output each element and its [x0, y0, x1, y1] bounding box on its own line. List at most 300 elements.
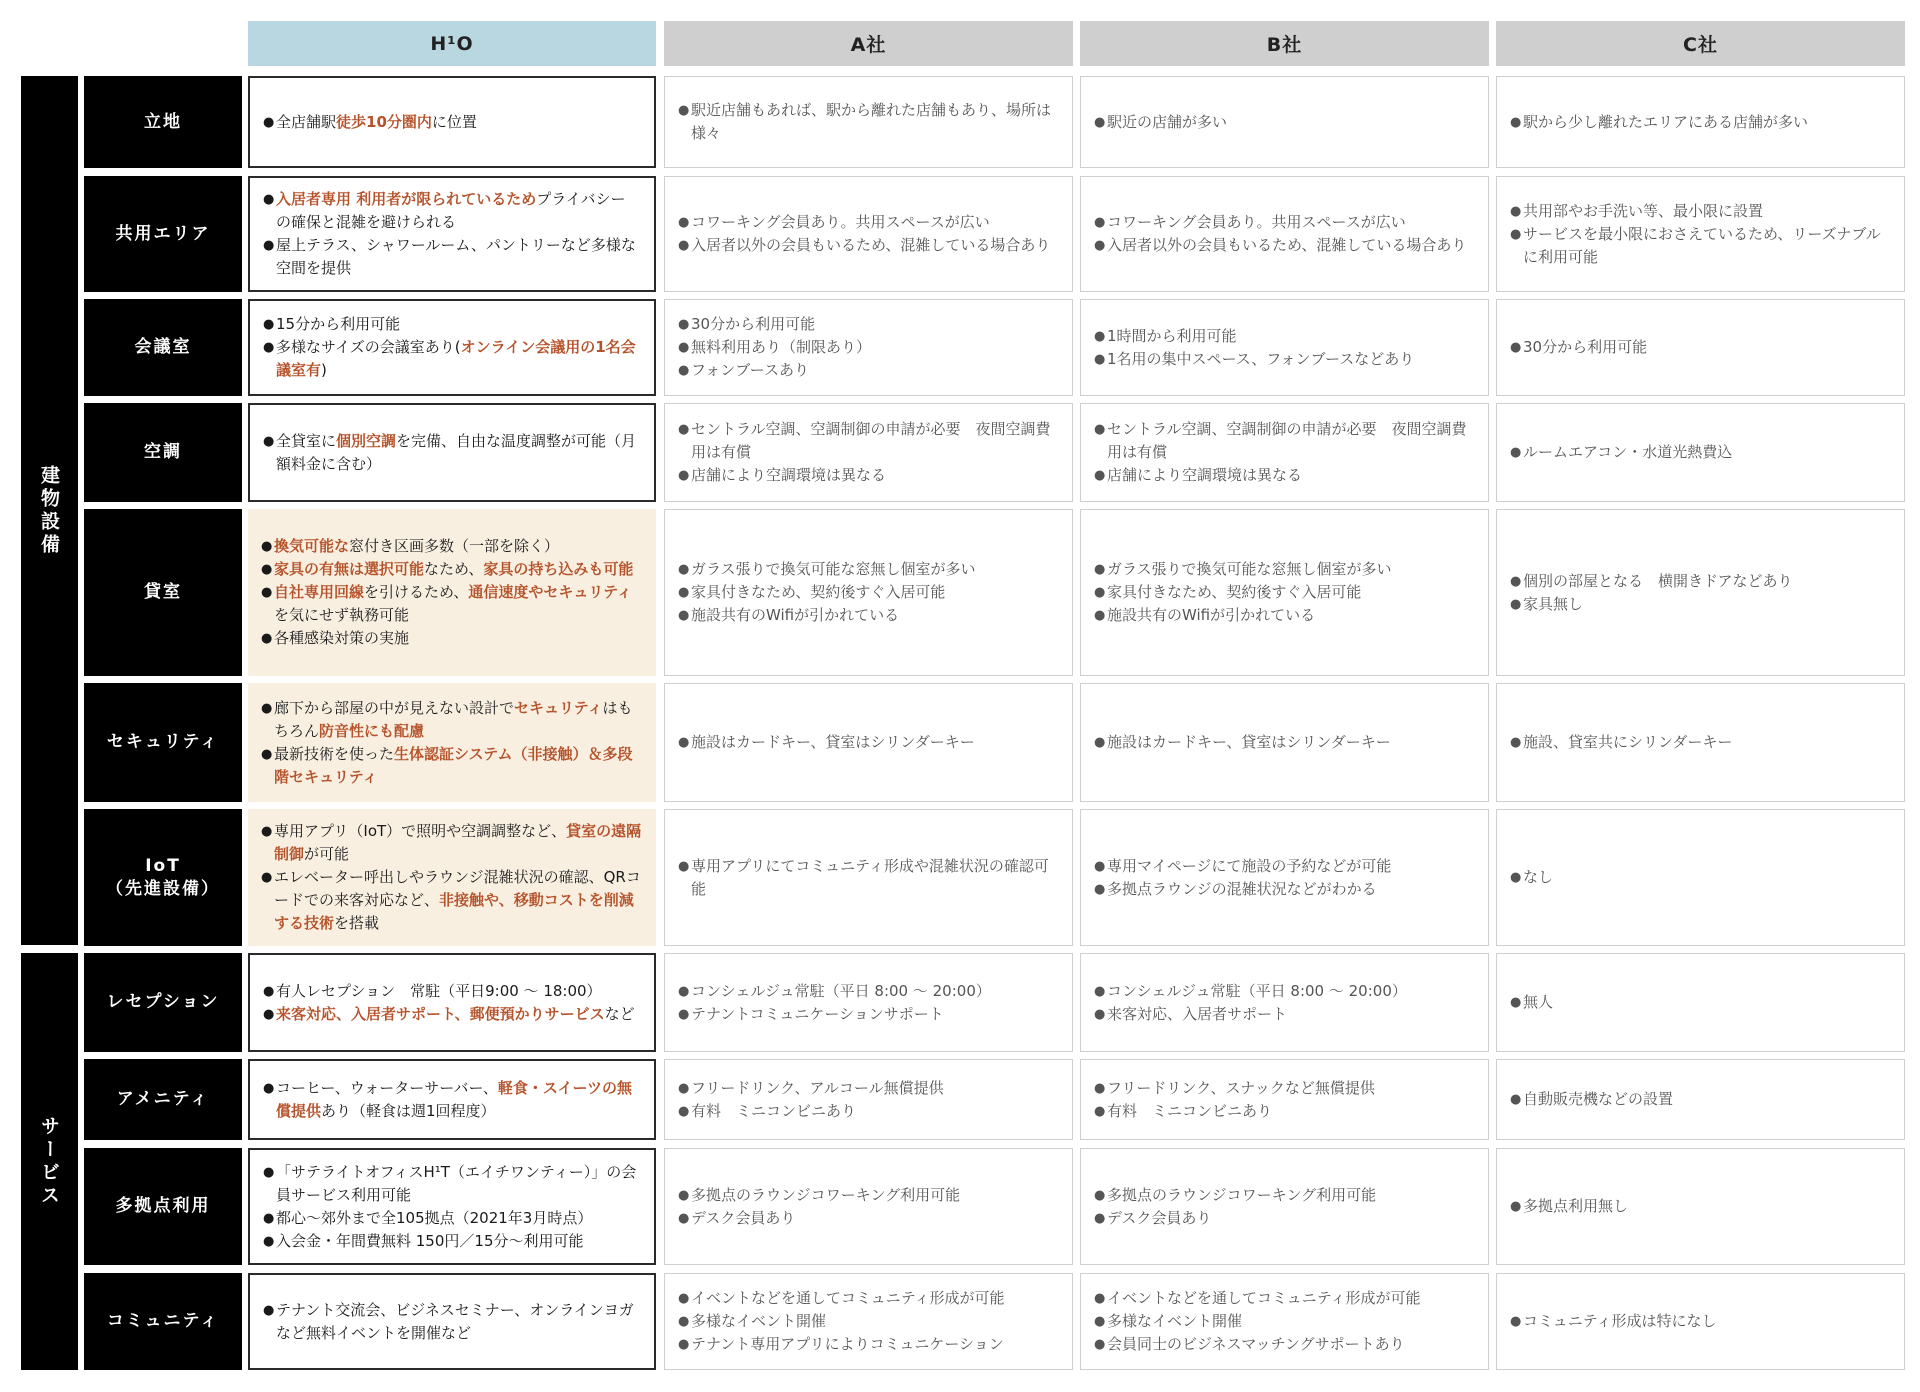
feature-item [678, 313, 1058, 336]
feature-text: 自動販売機などの設置 [1523, 1090, 1674, 1108]
feature-item [1510, 731, 1890, 754]
column-header-company-b: B社 [1080, 21, 1489, 66]
bullet-marker: ● [1094, 1314, 1106, 1329]
bullet-marker: ● [678, 215, 690, 230]
bullet-marker: ● [261, 824, 273, 839]
feature-text: 専用アプリにてコミュニティ形成や混雑状況の確認可能 [691, 856, 1049, 898]
feature-item [678, 418, 1058, 464]
feature-item [1094, 325, 1474, 348]
feature-text: 屋上テラス、シャワールーム、パントリーなど多様な空間を提供 [276, 236, 636, 277]
highlight-text: 入居者専用 利用者が限られているため [276, 190, 537, 208]
company-c-cell [1496, 1059, 1905, 1140]
feature-text: 専用マイページにて施設の予約などが可能 [1107, 856, 1392, 875]
bullet-marker: ● [263, 317, 275, 332]
feature-item [263, 1299, 640, 1345]
feature-item [261, 820, 642, 866]
bullet-marker: ● [1094, 1103, 1106, 1119]
feature-text: 全貸室に [276, 431, 337, 450]
highlight-text: 非接触や、移動コストを削減する技術 [274, 891, 634, 932]
bullet-marker: ● [678, 608, 690, 623]
bullet-marker: ● [263, 1302, 275, 1318]
h1o-cell [248, 509, 656, 676]
highlight-text: オンライン会議用の1名会議室有 [276, 338, 636, 379]
highlight-text: 徒歩10分圏内 [336, 112, 432, 131]
highlight-text: 換気可能な [274, 537, 350, 555]
feature-text: など [604, 1004, 635, 1023]
feature-text: イベントなどを通してコミュニティ形成が可能 [691, 1289, 1005, 1307]
feature-item [1510, 1088, 1890, 1111]
feature-text: に位置 [431, 112, 477, 131]
company-a-cell [664, 299, 1073, 396]
feature-text: コワーキング会員あり。共用スペースが広い [1107, 213, 1406, 231]
company-b-cell [1080, 809, 1489, 946]
feature-text: サービスを最小限におさえているため、リーズナブルに利用可能 [1523, 224, 1881, 266]
company-c-cell [1496, 403, 1905, 502]
feature-item [1094, 418, 1474, 464]
bullet-marker: ● [678, 1337, 690, 1352]
company-c-cell [1496, 809, 1905, 946]
feature-item [678, 336, 1058, 359]
feature-item [1094, 1207, 1474, 1230]
feature-text: 無料利用あり（制限あり） [691, 338, 872, 356]
row-label: IoT （先進設備） [84, 809, 242, 946]
highlight-text: 貸室の遠隔制御 [274, 822, 642, 863]
feature-item [261, 558, 642, 581]
feature-text: 15分から利用可能 [276, 315, 401, 333]
bullet-marker: ● [1094, 1210, 1106, 1226]
highlight-text: 通信速度やセキュリティ [468, 583, 632, 601]
feature-text: を完備、自由な温度調整が可能（月額料金に含む） [276, 431, 637, 473]
bullet-marker: ● [678, 983, 690, 999]
feature-text: ガラス張りで換気可能な窓無し個室が多い [1107, 560, 1392, 578]
bullet-marker: ● [263, 1210, 275, 1226]
feature-text: 有料 ミニコンビニあり [691, 1101, 857, 1120]
company-b-cell [1080, 176, 1489, 292]
bullet-marker: ● [1510, 1314, 1522, 1329]
feature-item [1094, 1287, 1474, 1310]
company-b-cell [1080, 76, 1489, 168]
bullet-marker: ● [261, 746, 273, 762]
feature-text: コンシェルジュ常駐（平日 8:00 ～ 20:00） [1107, 981, 1407, 1000]
feature-text: 多拠点利用無し [1523, 1197, 1629, 1215]
highlight-text: 自社専用回線 [274, 583, 365, 601]
highlight-text: 個別空調 [336, 431, 397, 450]
feature-item [678, 211, 1058, 234]
feature-text: 店舗により空調環境は異なる [1107, 466, 1303, 484]
bullet-marker: ● [678, 585, 690, 600]
feature-text: 家具付きなため、契約後すぐ入居可能 [1107, 583, 1362, 601]
feature-item [1094, 1003, 1474, 1026]
feature-text: 多様なサイズの会議室あり( [276, 338, 461, 356]
bullet-marker: ● [1094, 351, 1106, 367]
feature-text: 入居者以外の会員もいるため、混雑している場合あり [1107, 236, 1467, 254]
bullet-marker: ● [678, 340, 690, 355]
row-label: 共用エリア [84, 176, 242, 292]
feature-text: 家具無し [1523, 594, 1584, 613]
feature-text: テナント専用アプリによりコミュニケーション [691, 1335, 1004, 1353]
company-a-cell [664, 176, 1073, 292]
feature-text: 最新技術を使った [274, 744, 395, 763]
bullet-marker: ● [1510, 1092, 1522, 1107]
feature-text: フォンブースあり [691, 361, 810, 379]
row-label: セキュリティ [84, 683, 242, 802]
highlight-text: 家具の有無は選択可能 [274, 560, 425, 578]
company-c-cell [1496, 299, 1905, 396]
feature-text: セントラル空調、空調制御の申請が必要 夜間空調費用は有償 [1107, 420, 1467, 461]
row-label: 会議室 [84, 299, 242, 396]
feature-text: 共用部やお手洗い等、最小限に設置 [1523, 201, 1764, 220]
bullet-marker: ● [1094, 238, 1106, 253]
feature-text: ) [321, 361, 327, 379]
feature-text: 施設はカードキー、貸室はシリンダーキー [1107, 733, 1391, 751]
feature-item [263, 430, 640, 476]
feature-item [1094, 1077, 1474, 1100]
company-c-cell [1496, 1148, 1905, 1265]
group-label-facilities-text: 建物設備 [38, 464, 60, 557]
feature-item [261, 697, 642, 743]
bullet-marker: ● [261, 700, 273, 716]
feature-item [1510, 111, 1890, 134]
bullet-marker: ● [263, 238, 275, 253]
bullet-marker: ● [1510, 114, 1522, 130]
company-c-cell [1496, 953, 1905, 1052]
bullet-marker: ● [1510, 203, 1522, 219]
feature-item [1510, 1310, 1890, 1333]
highlight-text: 来客対応、入居者サポート、郵便預かりサービス [276, 1004, 605, 1023]
feature-item [263, 1230, 640, 1253]
feature-text: 有人レセプション 常駐（平日9:00 ～ 18:00） [276, 981, 602, 1000]
feature-text: 30分から利用可能 [691, 315, 816, 333]
feature-text: 有料 ミニコンビニあり [1107, 1101, 1273, 1120]
feature-item [1510, 441, 1890, 464]
feature-item [678, 464, 1058, 487]
bullet-marker: ● [678, 238, 690, 253]
feature-text: 個別の部屋となる 横開きドアなどあり [1523, 571, 1793, 590]
feature-text: コミュニティ形成は特になし [1523, 1312, 1717, 1330]
feature-text: エレベーター呼出しやラウンジ混雑状況の確認、QRコードでの来客対応など、 [274, 868, 641, 909]
bullet-marker: ● [1094, 1291, 1106, 1306]
bullet-marker: ● [1510, 870, 1522, 885]
feature-item [1094, 1100, 1474, 1123]
feature-text: コーヒー、ウォーターサーバー、 [276, 1078, 498, 1097]
feature-item [261, 743, 642, 789]
feature-text: はもちろん [274, 698, 633, 740]
company-a-cell [664, 683, 1073, 802]
bullet-marker: ● [1094, 422, 1106, 437]
feature-text: 多様なイベント開催 [691, 1312, 827, 1330]
feature-text: が可能 [304, 845, 350, 863]
feature-text: を搭載 [334, 914, 380, 932]
feature-text: 1名用の集中スペース、フォンブースなどあり [1107, 349, 1415, 368]
feature-text: フリードリンク、スナックなど無償提供 [1107, 1078, 1375, 1097]
h1o-cell [248, 1273, 656, 1370]
feature-text: ガラス張りで換気可能な窓無し個室が多い [691, 560, 976, 578]
feature-item [678, 1333, 1058, 1356]
bullet-marker: ● [678, 858, 690, 874]
feature-text: あり（軽食は週1回程度） [321, 1101, 496, 1120]
company-a-cell [664, 1273, 1073, 1370]
bullet-marker: ● [678, 1314, 690, 1329]
feature-item [678, 1184, 1058, 1207]
feature-item [1094, 731, 1474, 754]
feature-item [678, 604, 1058, 627]
group-label-services [21, 953, 78, 1370]
row-label: 多拠点利用 [84, 1148, 242, 1265]
feature-text: 施設共有のWifiが引かれている [691, 606, 900, 624]
bullet-marker: ● [1094, 1006, 1106, 1022]
feature-item [263, 313, 640, 336]
h1o-cell [248, 299, 656, 396]
bullet-marker: ● [678, 735, 690, 750]
bullet-marker: ● [1094, 983, 1106, 999]
feature-text: デスク会員あり [691, 1208, 796, 1227]
feature-item [1510, 593, 1890, 616]
feature-item [1094, 348, 1474, 371]
feature-text: 各種感染対策の実施 [274, 629, 410, 647]
feature-item [678, 1310, 1058, 1333]
feature-item [1094, 1310, 1474, 1333]
feature-text: 駅近店舗もあれば、駅から離れた店舗もあり、場所は様々 [691, 101, 1052, 142]
feature-item [1094, 1184, 1474, 1207]
company-b-cell [1080, 683, 1489, 802]
feature-text: なし [1523, 868, 1554, 886]
highlight-text: 生体認証システム（非接触）＆多段階セキュリティ [274, 744, 633, 786]
company-a-cell [664, 1059, 1073, 1140]
feature-item [678, 731, 1058, 754]
feature-item [1510, 1195, 1890, 1218]
company-b-cell [1080, 509, 1489, 676]
bullet-marker: ● [678, 468, 690, 483]
feature-text: 店舗により空調環境は異なる [691, 466, 887, 484]
feature-item [1510, 991, 1890, 1014]
feature-item [263, 1161, 640, 1207]
bullet-marker: ● [1510, 735, 1522, 750]
bullet-marker: ● [1094, 1337, 1106, 1352]
bullet-marker: ● [263, 114, 275, 130]
feature-item [1094, 581, 1474, 604]
company-a-cell [664, 809, 1073, 946]
feature-item [678, 855, 1058, 901]
bullet-marker: ● [678, 103, 690, 118]
feature-text: 多拠点ラウンジの混雑状況などがわかる [1107, 879, 1377, 898]
feature-item [678, 558, 1058, 581]
column-header-company-a: A社 [664, 21, 1073, 66]
feature-item [1510, 570, 1890, 593]
bullet-marker: ● [1094, 858, 1106, 874]
feature-text: 無人 [1523, 993, 1554, 1011]
feature-text: を引けるため、 [364, 583, 469, 601]
feature-item [678, 1207, 1058, 1230]
feature-text: 1時間から利用可能 [1107, 326, 1237, 345]
h1o-cell [248, 76, 656, 168]
feature-text: 入会金・年間費無料 150円／15分～利用可能 [276, 1231, 584, 1250]
feature-item [1510, 223, 1890, 269]
feature-item [678, 99, 1058, 145]
company-b-cell [1080, 1273, 1489, 1370]
feature-item [1094, 111, 1474, 134]
feature-item [1094, 604, 1474, 627]
feature-text: 多様なイベント開催 [1107, 1312, 1243, 1330]
feature-item [261, 627, 642, 650]
feature-text: セントラル空調、空調制御の申請が必要 夜間空調費用は有償 [691, 420, 1051, 461]
bullet-marker: ● [1510, 573, 1522, 589]
feature-text: プライバシーの確保と混雑を避けられる [276, 190, 626, 231]
row-label: コミュニティ [84, 1273, 242, 1370]
feature-item [1510, 866, 1890, 889]
highlight-text: 家具の持ち込みも可能 [483, 560, 634, 578]
row-label: 貸室 [84, 509, 242, 676]
bullet-marker: ● [1094, 562, 1106, 577]
feature-item [678, 1003, 1058, 1026]
feature-text: テナントコミュニケーションサポート [691, 1004, 944, 1023]
column-header-h1o: H¹O [248, 21, 656, 66]
highlight-text: セキュリティ [514, 698, 603, 717]
feature-text: 施設はカードキー、貸室はシリンダーキー [691, 733, 975, 751]
bullet-marker: ● [1510, 995, 1522, 1010]
company-b-cell [1080, 403, 1489, 502]
group-label-facilities [21, 76, 78, 945]
company-c-cell [1496, 1273, 1905, 1370]
bullet-marker: ● [1094, 215, 1106, 230]
feature-item [1094, 558, 1474, 581]
bullet-marker: ● [678, 562, 690, 577]
feature-item [263, 234, 640, 280]
bullet-marker: ● [263, 192, 275, 207]
bullet-marker: ● [1094, 114, 1106, 130]
bullet-marker: ● [1094, 735, 1106, 750]
feature-item [678, 359, 1058, 382]
highlight-text: 軽食・スイーツの無償提供 [276, 1078, 632, 1120]
feature-item [261, 535, 642, 558]
h1o-cell [248, 683, 656, 802]
bullet-marker: ● [263, 1233, 275, 1249]
company-b-cell [1080, 1148, 1489, 1265]
feature-text: 多拠点のラウンジコワーキング利用可能 [1107, 1185, 1377, 1204]
company-c-cell [1496, 176, 1905, 292]
feature-text: 多拠点のラウンジコワーキング利用可能 [691, 1185, 961, 1204]
feature-item [263, 188, 640, 234]
company-b-cell [1080, 953, 1489, 1052]
feature-item [678, 1100, 1058, 1123]
row-label: 空調 [84, 403, 242, 502]
feature-text: デスク会員あり [1107, 1208, 1212, 1227]
bullet-marker: ● [1510, 340, 1522, 355]
feature-text: を気にせず執務可能 [274, 606, 410, 624]
bullet-marker: ● [1094, 1187, 1106, 1203]
h1o-cell [248, 1059, 656, 1140]
feature-item [1094, 855, 1474, 878]
highlight-text: 防音性にも配慮 [319, 721, 425, 740]
bullet-marker: ● [261, 562, 273, 577]
bullet-marker: ● [678, 422, 690, 437]
feature-text: テナント交流会、ビジネスセミナー、オンラインヨガなど無料イベントを開催など [276, 1300, 634, 1342]
feature-text: 家具付きなため、契約後すぐ入居可能 [691, 583, 946, 601]
feature-text: 窓付き区画多数（一部を除く） [349, 537, 560, 555]
bullet-marker: ● [263, 1080, 275, 1096]
bullet-marker: ● [1510, 596, 1522, 612]
bullet-marker: ● [1094, 881, 1106, 897]
bullet-marker: ● [261, 631, 273, 646]
feature-text: 廊下から部屋の中が見えない設計で [274, 698, 515, 717]
feature-item [263, 1003, 640, 1026]
company-c-cell [1496, 509, 1905, 676]
feature-item [263, 1077, 640, 1123]
bullet-marker: ● [678, 1103, 690, 1119]
bullet-marker: ● [1094, 1080, 1106, 1096]
bullet-marker: ● [263, 1164, 275, 1180]
feature-text: ルームエアコン・水道光熱費込 [1523, 443, 1733, 461]
company-a-cell [664, 953, 1073, 1052]
h1o-cell [248, 176, 656, 292]
feature-text: コワーキング会員あり。共用スペースが広い [691, 213, 990, 231]
feature-item [1094, 980, 1474, 1003]
bullet-marker: ● [261, 539, 273, 554]
feature-text: 都心～郊外まで全105拠点（2021年3月時点） [276, 1208, 593, 1227]
bullet-marker: ● [678, 1080, 690, 1096]
feature-text: 駅から少し離れたエリアにある店舗が多い [1523, 112, 1809, 131]
feature-item [1094, 234, 1474, 257]
bullet-marker: ● [263, 1006, 275, 1022]
feature-text: フリードリンク、アルコール無償提供 [691, 1078, 944, 1097]
company-c-cell [1496, 683, 1905, 802]
feature-text: なため、 [424, 560, 484, 578]
feature-item [261, 866, 642, 935]
feature-text: 来客対応、入居者サポート [1107, 1004, 1288, 1023]
feature-item [1510, 336, 1890, 359]
bullet-marker: ● [1510, 445, 1522, 460]
feature-item [263, 1207, 640, 1230]
company-b-cell [1080, 299, 1489, 396]
bullet-marker: ● [263, 433, 275, 449]
bullet-marker: ● [678, 363, 690, 378]
feature-text: 「サテライトオフィスH¹T（エイチワンティー）」の会員サービス利用可能 [276, 1162, 637, 1204]
h1o-cell [248, 953, 656, 1052]
bullet-marker: ● [1094, 608, 1106, 623]
feature-text: 施設共有のWifiが引かれている [1107, 606, 1316, 624]
company-a-cell [664, 1148, 1073, 1265]
h1o-cell [248, 403, 656, 502]
row-label: 立地 [84, 76, 242, 168]
feature-item [1094, 464, 1474, 487]
feature-item [678, 581, 1058, 604]
feature-item [1094, 211, 1474, 234]
feature-text: イベントなどを通してコミュニティ形成が可能 [1107, 1289, 1421, 1307]
bullet-marker: ● [678, 1006, 690, 1022]
feature-item [678, 1287, 1058, 1310]
bullet-marker: ● [1510, 226, 1522, 242]
feature-text: 全店舗駅 [276, 112, 337, 131]
bullet-marker: ● [261, 870, 273, 885]
row-label: レセプション [84, 953, 242, 1052]
company-a-cell [664, 509, 1073, 676]
feature-text: 30分から利用可能 [1523, 338, 1648, 356]
bullet-marker: ● [261, 585, 273, 600]
feature-item [1510, 200, 1890, 223]
feature-text: 会員同士のビジネスマッチングサポートあり [1107, 1335, 1405, 1353]
h1o-cell [248, 809, 656, 946]
feature-text: 専用アプリ（IoT）で照明や空調調整など、 [274, 822, 567, 840]
feature-text: 施設、貸室共にシリンダーキー [1523, 733, 1733, 751]
bullet-marker: ● [263, 983, 275, 999]
feature-item [1094, 1333, 1474, 1356]
feature-item [678, 234, 1058, 257]
bullet-marker: ● [678, 1210, 690, 1226]
company-c-cell [1496, 76, 1905, 168]
bullet-marker: ● [1094, 585, 1106, 600]
feature-item [261, 581, 642, 627]
company-a-cell [664, 403, 1073, 502]
bullet-marker: ● [1094, 328, 1106, 344]
